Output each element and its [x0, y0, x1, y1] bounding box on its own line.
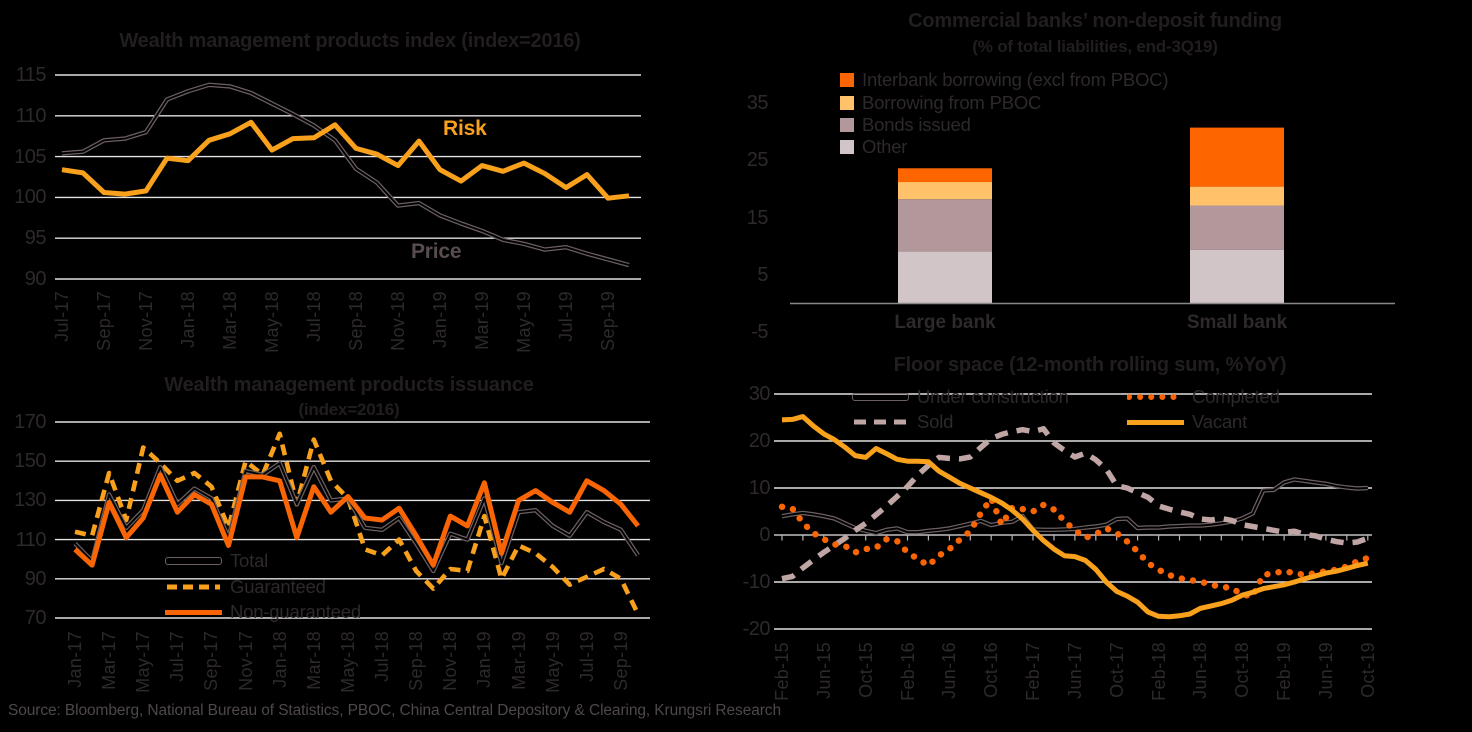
- x-tick-label: May-19: [514, 291, 534, 353]
- x-tick-label: Jun-16: [939, 642, 960, 699]
- legend-item: [840, 138, 907, 156]
- bar-segment-interbank-borrowing-excl-from-pboc-: [1190, 128, 1284, 187]
- y-tick-label: 130: [14, 489, 46, 512]
- x-tick-label: Mar-17: [99, 631, 120, 690]
- legend-swatch-dashed-thick: [852, 417, 909, 427]
- y-tick-label: 30: [748, 383, 770, 405]
- legend-swatch-dotted: [1127, 392, 1184, 402]
- x-tick-label: Sep-19: [610, 631, 631, 691]
- bar-segment-interbank-borrowing-excl-from-pboc-: [898, 168, 992, 182]
- x-tick-label: Sep-17: [201, 631, 222, 691]
- y-tick-label: -5: [751, 321, 768, 344]
- category-label: Large bank: [894, 312, 996, 333]
- y-tick-label: 70: [24, 607, 46, 629]
- legend-label: Vacant: [1192, 411, 1248, 432]
- x-tick-label: May-19: [542, 631, 563, 693]
- x-tick-label: Oct-16: [981, 642, 1002, 698]
- x-tick-label: Jan-19: [474, 631, 495, 688]
- legend-label: Interbank borrowing (excl from PBOC): [862, 69, 1169, 90]
- y-tick-label: 110: [15, 528, 46, 551]
- x-tick-label: Jul-17: [52, 291, 72, 342]
- legend-swatch-dashed: [165, 582, 222, 592]
- legend-item: [840, 116, 971, 134]
- x-tick-label: Jul-19: [576, 631, 597, 682]
- y-tick-label: 170: [14, 411, 46, 433]
- y-tick-label: 5: [757, 263, 768, 286]
- source-note: Source: Bloomberg, National Bureau of Statistics, PBOC, China Central Depository & Clearing, Krungsri Research: [8, 702, 781, 719]
- legend-swatch-square: [840, 140, 854, 154]
- chart-path: [782, 417, 1368, 617]
- y-tick-label: 90: [24, 567, 46, 590]
- x-tick-label: Feb-18: [1148, 642, 1169, 701]
- y-tick-label: -20: [742, 618, 770, 640]
- legend-swatch-double-line: [165, 557, 222, 565]
- x-tick-label: Mar-18: [220, 291, 240, 350]
- legend-label: Completed: [1192, 386, 1280, 407]
- y-tick-label: 10: [748, 477, 770, 499]
- chart-subtitle-bank-funding: (% of total liabilities, end-3Q19): [972, 37, 1218, 56]
- y-tick-label: -10: [742, 571, 770, 593]
- chart-title-wmp-index: Wealth management products index (index=2016): [119, 30, 581, 52]
- chart-subtitle-wmp-issuance: (index=2016): [298, 400, 400, 419]
- x-tick-label: Jul-18: [304, 291, 324, 342]
- bar-segment-borrowing-from-pboc: [1190, 187, 1284, 206]
- x-tick-label: Feb-16: [897, 642, 918, 701]
- x-tick-label: May-18: [262, 291, 282, 353]
- x-tick-label: Jan-17: [65, 631, 85, 688]
- x-tick-label: Jun-15: [813, 642, 834, 699]
- y-tick-label: 115: [15, 64, 46, 86]
- x-tick-label: Nov-18: [388, 291, 408, 351]
- y-tick-label: 100: [14, 186, 46, 209]
- x-tick-label: Jun-18: [1190, 642, 1211, 699]
- legend-label: Bonds issued: [862, 114, 971, 135]
- bar-segment-other: [1190, 250, 1284, 304]
- x-tick-label: May-18: [337, 631, 358, 693]
- legend-label: Non-guaranteed: [230, 601, 361, 622]
- x-tick-label: Jun-19: [1315, 642, 1336, 699]
- series-label-risk: Risk: [443, 117, 487, 140]
- x-tick-label: Nov-17: [235, 631, 256, 691]
- legend-label: Guaranteed: [230, 576, 326, 597]
- legend-item: [1127, 388, 1280, 406]
- x-tick-label: Oct-19: [1357, 642, 1378, 698]
- legend-item: [840, 71, 1168, 89]
- legend-item: [165, 552, 268, 570]
- x-tick-label: Jan-19: [430, 291, 450, 348]
- x-tick-label: Feb-17: [1023, 642, 1044, 701]
- x-tick-label: Nov-17: [136, 291, 156, 351]
- x-tick-label: Jan-18: [269, 631, 290, 688]
- bar-segment-bonds-issued: [1190, 206, 1284, 250]
- chart-title-wmp-issuance: Wealth management products issuance: [164, 374, 534, 396]
- legend-label: Sold: [917, 411, 954, 432]
- bar-segment-borrowing-from-pboc: [898, 182, 992, 199]
- legend-swatch-square: [840, 73, 854, 87]
- y-tick-label: 20: [748, 430, 770, 452]
- bar-segment-other: [898, 251, 992, 303]
- x-tick-label: Sep-19: [598, 291, 618, 351]
- x-tick-label: Feb-19: [1274, 642, 1295, 701]
- x-tick-label: May-17: [133, 631, 154, 693]
- y-tick-label: 110: [15, 104, 46, 127]
- x-tick-label: Sep-18: [346, 291, 366, 351]
- x-tick-label: Jul-17: [167, 631, 188, 682]
- x-tick-label: Mar-19: [508, 631, 529, 690]
- y-tick-label: 90: [24, 268, 46, 290]
- x-tick-label: Sep-17: [94, 291, 114, 351]
- x-tick-label: Sep-18: [406, 631, 427, 691]
- x-tick-label: Feb-15: [772, 642, 792, 701]
- legend-item: [840, 94, 1041, 112]
- legend-label: Borrowing from PBOC: [862, 92, 1042, 113]
- x-tick-label: Oct-15: [855, 642, 876, 698]
- y-tick-label: 15: [746, 206, 768, 229]
- x-tick-label: Mar-18: [303, 631, 324, 690]
- legend-item: [852, 413, 953, 431]
- legend-swatch-square: [840, 118, 854, 132]
- y-tick-label: 0: [759, 524, 770, 546]
- legend-swatch-line: [1127, 420, 1184, 425]
- legend-item: [1127, 413, 1247, 431]
- x-tick-label: Jul-18: [372, 631, 393, 682]
- legend-label: Total: [230, 550, 269, 571]
- series-label-price: Price: [411, 240, 462, 263]
- legend-item: [852, 388, 1069, 406]
- legend-swatch-double-line: [852, 393, 909, 401]
- x-tick-label: Jul-19: [556, 291, 576, 342]
- y-tick-label: 35: [746, 91, 768, 114]
- x-tick-label: Oct-18: [1232, 642, 1253, 698]
- legend-label: Other: [862, 136, 908, 157]
- x-tick-label: Mar-19: [472, 291, 492, 350]
- y-tick-label: 95: [24, 227, 46, 250]
- legend-item: [165, 578, 326, 596]
- chart-title-bank-funding: Commercial banks’ non-deposit funding: [908, 10, 1282, 32]
- x-tick-label: Oct-17: [1106, 642, 1127, 698]
- x-tick-label: Nov-18: [440, 631, 461, 691]
- legend-swatch-line: [165, 610, 222, 615]
- bar-segment-bonds-issued: [898, 199, 992, 251]
- legend-label: Under construction: [917, 386, 1069, 407]
- x-tick-label: Jan-18: [178, 291, 198, 348]
- x-tick-label: Jun-17: [1064, 642, 1085, 699]
- y-tick-label: 150: [14, 450, 46, 473]
- category-label: Small bank: [1186, 312, 1288, 333]
- legend-item: [165, 603, 361, 621]
- y-tick-label: 25: [746, 149, 768, 172]
- chart-title-floor-space: Floor space (12-month rolling sum, %YoY): [893, 354, 1287, 376]
- legend-swatch-square: [840, 96, 854, 110]
- y-tick-label: 105: [14, 145, 46, 168]
